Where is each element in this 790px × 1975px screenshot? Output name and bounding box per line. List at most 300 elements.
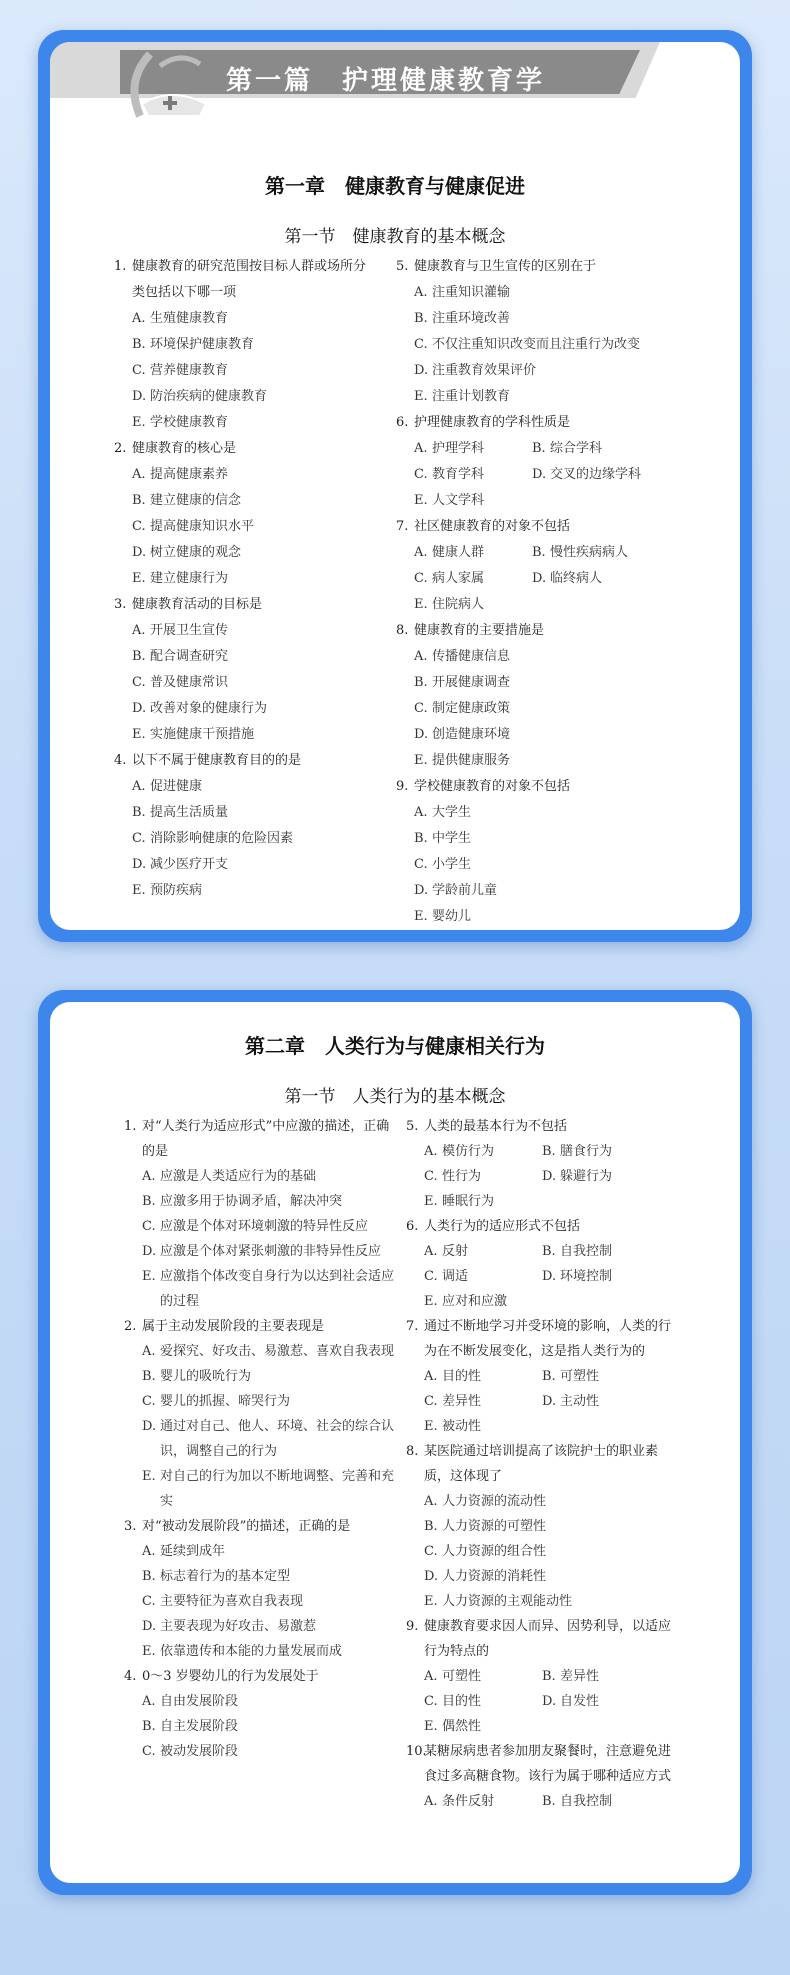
option <box>142 1264 396 1314</box>
option <box>424 1564 678 1589</box>
option <box>532 540 650 566</box>
option-text: 提高健康素养 <box>150 467 229 482</box>
option-letter: A. <box>142 1344 156 1359</box>
option <box>414 488 696 514</box>
option <box>414 722 696 748</box>
option-text: 不仅注重知识改变而且注重行为改变 <box>432 337 641 352</box>
option-letter: A. <box>424 1369 438 1384</box>
option-text: 婴儿的抓握、啼哭行为 <box>160 1394 291 1409</box>
option-text: 创造健康环境 <box>432 727 511 742</box>
option-text: 睡眠行为 <box>442 1194 495 1209</box>
option <box>424 1189 678 1214</box>
question-number: 3. <box>114 597 127 612</box>
option-text: 环境保护健康教育 <box>150 337 255 352</box>
option-text: 延续到成年 <box>160 1544 226 1559</box>
option-letter: D. <box>414 727 429 742</box>
question-stem <box>406 1614 678 1664</box>
option-text: 慢性疾病病人 <box>550 545 629 560</box>
option <box>424 1514 678 1539</box>
option-letter: D. <box>132 389 147 404</box>
option-text: 自由发展阶段 <box>160 1694 239 1709</box>
option <box>132 306 374 332</box>
option-letter: D. <box>542 1269 557 1284</box>
option <box>132 488 374 514</box>
option-letter: A. <box>142 1169 156 1184</box>
question-text: 社区健康教育的对象不包括 <box>414 519 571 534</box>
question-item <box>396 618 696 774</box>
option-letter: D. <box>542 1394 557 1409</box>
option-text: 模仿行为 <box>442 1144 495 1159</box>
option <box>132 826 374 852</box>
option-row <box>424 1389 678 1414</box>
option-letter: C. <box>142 1219 156 1234</box>
option <box>414 696 696 722</box>
option-row <box>424 1689 678 1714</box>
option-text: 主要表现为好攻击、易激惹 <box>160 1619 317 1634</box>
option <box>424 1364 542 1389</box>
option <box>142 1164 396 1189</box>
option-letter: E. <box>142 1269 156 1284</box>
option-letter: E. <box>424 1194 438 1209</box>
option-text: 条件反射 <box>442 1794 495 1809</box>
option <box>142 1689 396 1714</box>
option <box>142 1339 396 1364</box>
option <box>142 1214 396 1239</box>
option <box>414 878 696 904</box>
question-text: 通过不断地学习并受环境的影响，人类的行为在不断发展变化，这是指人类行为的 <box>424 1319 672 1359</box>
option-letter: E. <box>132 727 146 742</box>
option-letter: A. <box>414 805 428 820</box>
option-letter: C. <box>142 1744 156 1759</box>
question-item <box>406 1439 678 1614</box>
question-column-right <box>406 1114 678 1814</box>
option <box>142 1364 396 1389</box>
option-letter: A. <box>142 1544 156 1559</box>
question-number: 5. <box>406 1119 419 1134</box>
option-text: 差异性 <box>560 1669 600 1684</box>
option <box>414 670 696 696</box>
option-text: 自发性 <box>560 1694 600 1709</box>
question-number: 6. <box>396 415 409 430</box>
question-stem <box>124 1664 396 1689</box>
option-text: 中学生 <box>432 831 472 846</box>
question-item <box>114 254 374 436</box>
question-item <box>396 514 696 618</box>
option-letter: B. <box>542 1369 556 1384</box>
question-text: 健康教育的主要措施是 <box>414 623 545 638</box>
question-number: 4. <box>114 753 127 768</box>
question-item <box>406 1614 678 1739</box>
option-text: 标志着行为的基本定型 <box>160 1569 291 1584</box>
option-letter: C. <box>414 857 428 872</box>
option <box>132 696 374 722</box>
option-row <box>424 1164 678 1189</box>
question-text: 0～3 岁婴幼儿的行为发展处于 <box>142 1669 319 1684</box>
option <box>414 332 696 358</box>
option-text: 防治疾病的健康教育 <box>150 389 268 404</box>
option-letter: D. <box>132 701 147 716</box>
option-text: 自主发展阶段 <box>160 1719 239 1734</box>
option-letter: E. <box>132 571 146 586</box>
option-text: 应激多用于协调矛盾，解决冲突 <box>160 1194 343 1209</box>
option-letter: E. <box>424 1594 438 1609</box>
option-letter: E. <box>142 1469 156 1484</box>
option <box>424 1589 678 1614</box>
option <box>414 462 532 488</box>
part-title: 第一篇 护理健康教育学 <box>226 66 546 96</box>
question-stem <box>124 1314 396 1339</box>
option-letter: A. <box>132 779 146 794</box>
question-number: 2. <box>124 1319 137 1334</box>
option-text: 爱探究、好攻击、易激惹、喜欢自我表现 <box>160 1344 395 1359</box>
option-text: 人力资源的消耗性 <box>442 1569 547 1584</box>
option <box>142 1564 396 1589</box>
option-letter: D. <box>132 857 147 872</box>
option <box>542 1389 660 1414</box>
option <box>132 566 374 592</box>
option-letter: B. <box>542 1669 556 1684</box>
option <box>424 1164 542 1189</box>
option-letter: E. <box>414 493 428 508</box>
option-letter: A. <box>424 1244 438 1259</box>
option-row <box>424 1264 678 1289</box>
option-letter: A. <box>414 285 428 300</box>
option-row <box>424 1789 678 1814</box>
option-row <box>424 1664 678 1689</box>
question-item <box>406 1214 678 1314</box>
option-text: 应激是个体对紧张刺激的非特异性反应 <box>160 1244 382 1259</box>
option-text: 差异性 <box>442 1394 482 1409</box>
option <box>542 1689 660 1714</box>
option <box>424 1414 678 1439</box>
option-letter: C. <box>424 1269 438 1284</box>
option-letter: D. <box>142 1244 157 1259</box>
option-letter: E. <box>414 389 428 404</box>
option-text: 住院病人 <box>432 597 485 612</box>
option-letter: A. <box>414 441 428 456</box>
question-number: 10. <box>406 1744 427 1759</box>
option-text: 婴幼儿 <box>432 909 472 924</box>
chapter-title: 第二章 人类行为与健康相关行为 <box>245 1034 545 1058</box>
question-text: 人类的最基本行为不包括 <box>424 1119 568 1134</box>
chapter-title: 第一章 健康教育与健康促进 <box>265 174 525 198</box>
option <box>132 618 374 644</box>
option-text: 消除影响健康的危险因素 <box>150 831 294 846</box>
page-card-2 <box>38 990 752 1895</box>
option <box>414 358 696 384</box>
option <box>132 462 374 488</box>
option-row <box>424 1139 678 1164</box>
question-column-left <box>114 254 374 904</box>
question-stem <box>406 1739 678 1789</box>
question-number: 4. <box>124 1669 137 1684</box>
option-letter: E. <box>424 1294 438 1309</box>
option <box>132 332 374 358</box>
option-text: 环境控制 <box>560 1269 613 1284</box>
option <box>424 1539 678 1564</box>
option <box>542 1139 660 1164</box>
option-letter: B. <box>142 1719 156 1734</box>
question-stem <box>406 1114 678 1139</box>
option-text: 传播健康信息 <box>432 649 511 664</box>
question-stem <box>396 774 696 800</box>
option-letter: C. <box>414 337 428 352</box>
option-text: 预防疾病 <box>150 883 203 898</box>
option <box>424 1689 542 1714</box>
option-letter: D. <box>532 571 547 586</box>
option <box>414 800 696 826</box>
option-letter: B. <box>532 545 546 560</box>
question-text: 对“被动发展阶段”的描述，正确的是 <box>142 1519 351 1534</box>
section-title: 第一节 健康教育的基本概念 <box>284 227 506 247</box>
option-text: 促进健康 <box>150 779 203 794</box>
option-letter: C. <box>132 675 146 690</box>
option-letter: B. <box>532 441 546 456</box>
option-letter: C. <box>414 701 428 716</box>
option <box>542 1789 660 1814</box>
question-number: 8. <box>406 1444 419 1459</box>
option-text: 主要特征为喜欢自我表现 <box>160 1594 304 1609</box>
question-text: 对“人类行为适应形式”中应激的描述，正确的是 <box>142 1119 390 1159</box>
option-letter: B. <box>414 831 428 846</box>
option <box>142 1639 396 1664</box>
question-item <box>396 254 696 410</box>
question-stem <box>396 514 696 540</box>
option-text: 应激是人类适应行为的基础 <box>160 1169 317 1184</box>
question-stem <box>114 592 374 618</box>
option-text: 临终病人 <box>550 571 603 586</box>
option-row <box>414 462 696 488</box>
question-stem <box>396 410 696 436</box>
option <box>142 1539 396 1564</box>
option-letter: B. <box>142 1569 156 1584</box>
option-letter: B. <box>414 675 428 690</box>
option-text: 树立健康的观念 <box>150 545 242 560</box>
question-item <box>396 774 696 930</box>
question-text: 健康教育与卫生宣传的区别在于 <box>414 259 597 274</box>
question-item <box>124 1314 396 1514</box>
option <box>132 514 374 540</box>
option-letter: E. <box>424 1419 438 1434</box>
option-text: 建立健康行为 <box>150 571 229 586</box>
option-text: 学校健康教育 <box>150 415 229 430</box>
question-number: 5. <box>396 259 409 274</box>
option-letter: B. <box>542 1794 556 1809</box>
option-letter: D. <box>532 467 547 482</box>
option-text: 小学生 <box>432 857 472 872</box>
option-text: 注重环境改善 <box>432 311 511 326</box>
option-letter: E. <box>424 1719 438 1734</box>
question-column-left <box>124 1114 396 1764</box>
question-number: 1. <box>124 1119 137 1134</box>
option <box>142 1589 396 1614</box>
option-letter: C. <box>424 1544 438 1559</box>
nurse-cap-logo-icon <box>120 46 230 126</box>
question-item <box>406 1314 678 1439</box>
question-text: 护理健康教育的学科性质是 <box>414 415 571 430</box>
option-text: 普及健康常识 <box>150 675 229 690</box>
option-letter: E. <box>132 415 146 430</box>
option-letter: B. <box>132 805 146 820</box>
option-text: 可塑性 <box>442 1669 482 1684</box>
option-letter: C. <box>414 571 428 586</box>
option-text: 自我控制 <box>560 1794 613 1809</box>
option-letter: C. <box>424 1169 438 1184</box>
option-text: 病人家属 <box>432 571 485 586</box>
option-letter: B. <box>132 337 146 352</box>
option-text: 制定健康政策 <box>432 701 511 716</box>
option-text: 开展卫生宣传 <box>150 623 229 638</box>
question-stem <box>406 1439 678 1489</box>
option <box>132 358 374 384</box>
question-item <box>124 1114 396 1314</box>
option <box>414 540 532 566</box>
option-text: 建立健康的信念 <box>150 493 242 508</box>
option-letter: E. <box>414 597 428 612</box>
option <box>142 1189 396 1214</box>
page-card-1 <box>38 30 752 942</box>
option <box>424 1239 542 1264</box>
question-item <box>114 748 374 904</box>
option-letter: B. <box>132 649 146 664</box>
question-text: 健康教育的研究范围按目标人群或场所分类包括以下哪一项 <box>132 259 367 300</box>
option-text: 躲避行为 <box>560 1169 613 1184</box>
question-stem <box>124 1514 396 1539</box>
question-number: 9. <box>396 779 409 794</box>
option-text: 学龄前儿童 <box>432 883 498 898</box>
option <box>132 774 374 800</box>
option <box>414 592 696 618</box>
option <box>132 670 374 696</box>
option-text: 依靠遗传和本能的力量发展而成 <box>160 1644 343 1659</box>
question-number: 1. <box>114 259 127 274</box>
option-text: 婴儿的吸吮行为 <box>160 1369 252 1384</box>
option-letter: A. <box>132 623 146 638</box>
option <box>132 410 374 436</box>
option <box>414 644 696 670</box>
question-text: 健康教育的核心是 <box>132 441 237 456</box>
option <box>424 1264 542 1289</box>
question-stem <box>124 1114 396 1164</box>
question-text: 学校健康教育的对象不包括 <box>414 779 571 794</box>
option-text: 应激指个体改变自身行为以达到社会适应的过程 <box>160 1269 395 1309</box>
question-column-right <box>396 254 696 930</box>
option-text: 目的性 <box>442 1694 482 1709</box>
option-text: 健康人群 <box>432 545 485 560</box>
question-number: 9. <box>406 1619 419 1634</box>
page-2 <box>50 1002 740 1883</box>
option-letter: A. <box>424 1144 438 1159</box>
option <box>142 1414 396 1464</box>
option-letter: E. <box>132 883 146 898</box>
question-text: 属于主动发展阶段的主要表现是 <box>142 1319 325 1334</box>
page-1 <box>50 42 740 930</box>
option <box>542 1264 660 1289</box>
question-stem <box>406 1314 678 1364</box>
option <box>424 1664 542 1689</box>
option <box>142 1714 396 1739</box>
question-text: 人类行为的适应形式不包括 <box>424 1219 581 1234</box>
option-text: 自我控制 <box>560 1244 613 1259</box>
option-text: 护理学科 <box>432 441 485 456</box>
option <box>424 1139 542 1164</box>
option-letter: C. <box>132 363 146 378</box>
option <box>142 1464 396 1514</box>
option-letter: D. <box>142 1419 157 1434</box>
question-item <box>124 1514 396 1664</box>
question-number: 8. <box>396 623 409 638</box>
option-text: 教育学科 <box>432 467 485 482</box>
question-text: 以下不属于健康教育目的的是 <box>132 753 302 768</box>
question-text: 某糖尿病患者参加朋友聚餐时，注意避免进食过多高糖食物。该行为属于哪种适应方式 <box>424 1744 672 1784</box>
question-number: 2. <box>114 441 127 456</box>
question-item <box>396 410 696 514</box>
option <box>424 1389 542 1414</box>
option-text: 生殖健康教育 <box>150 311 229 326</box>
option-text: 偶然性 <box>442 1719 482 1734</box>
option <box>542 1364 660 1389</box>
option-text: 调适 <box>442 1269 469 1284</box>
question-stem <box>114 254 374 306</box>
option <box>132 800 374 826</box>
option-letter: E. <box>414 909 428 924</box>
option-letter: A. <box>414 649 428 664</box>
option-letter: B. <box>424 1519 438 1534</box>
question-number: 7. <box>396 519 409 534</box>
option-letter: D. <box>424 1569 439 1584</box>
option-letter: C. <box>132 831 146 846</box>
option-text: 综合学科 <box>550 441 603 456</box>
option-letter: A. <box>424 1494 438 1509</box>
option-letter: A. <box>414 545 428 560</box>
question-stem <box>396 254 696 280</box>
option-letter: B. <box>132 493 146 508</box>
option-text: 人力资源的组合性 <box>442 1544 547 1559</box>
question-number: 6. <box>406 1219 419 1234</box>
option-text: 注重知识灌输 <box>432 285 511 300</box>
option <box>132 540 374 566</box>
option-text: 性行为 <box>442 1169 482 1184</box>
option <box>414 826 696 852</box>
option-letter: A. <box>132 311 146 326</box>
option-row <box>414 540 696 566</box>
option <box>132 852 374 878</box>
option <box>414 436 532 462</box>
option-text: 应激是个体对环境刺激的特异性反应 <box>160 1219 369 1234</box>
option-letter: A. <box>142 1694 156 1709</box>
option-letter: C. <box>424 1394 438 1409</box>
question-text: 某医院通过培训提高了该院护士的职业素质，这体现了 <box>424 1444 659 1484</box>
option-text: 被动性 <box>442 1419 482 1434</box>
option-letter: D. <box>414 363 429 378</box>
option-text: 人力资源的主观能动性 <box>442 1594 573 1609</box>
option-row <box>424 1239 678 1264</box>
question-item <box>114 436 374 592</box>
option <box>532 566 650 592</box>
option <box>414 280 696 306</box>
question-item <box>124 1664 396 1764</box>
option <box>142 1739 396 1764</box>
option <box>132 384 374 410</box>
question-stem <box>114 748 374 774</box>
option-text: 通过对自己、他人、环境、社会的综合认识，调整自己的行为 <box>160 1419 395 1459</box>
option <box>532 462 650 488</box>
option <box>132 644 374 670</box>
option-text: 对自己的行为加以不断地调整、完善和充实 <box>160 1469 395 1509</box>
option-letter: D. <box>132 545 147 560</box>
option-letter: A. <box>424 1794 438 1809</box>
option <box>132 722 374 748</box>
